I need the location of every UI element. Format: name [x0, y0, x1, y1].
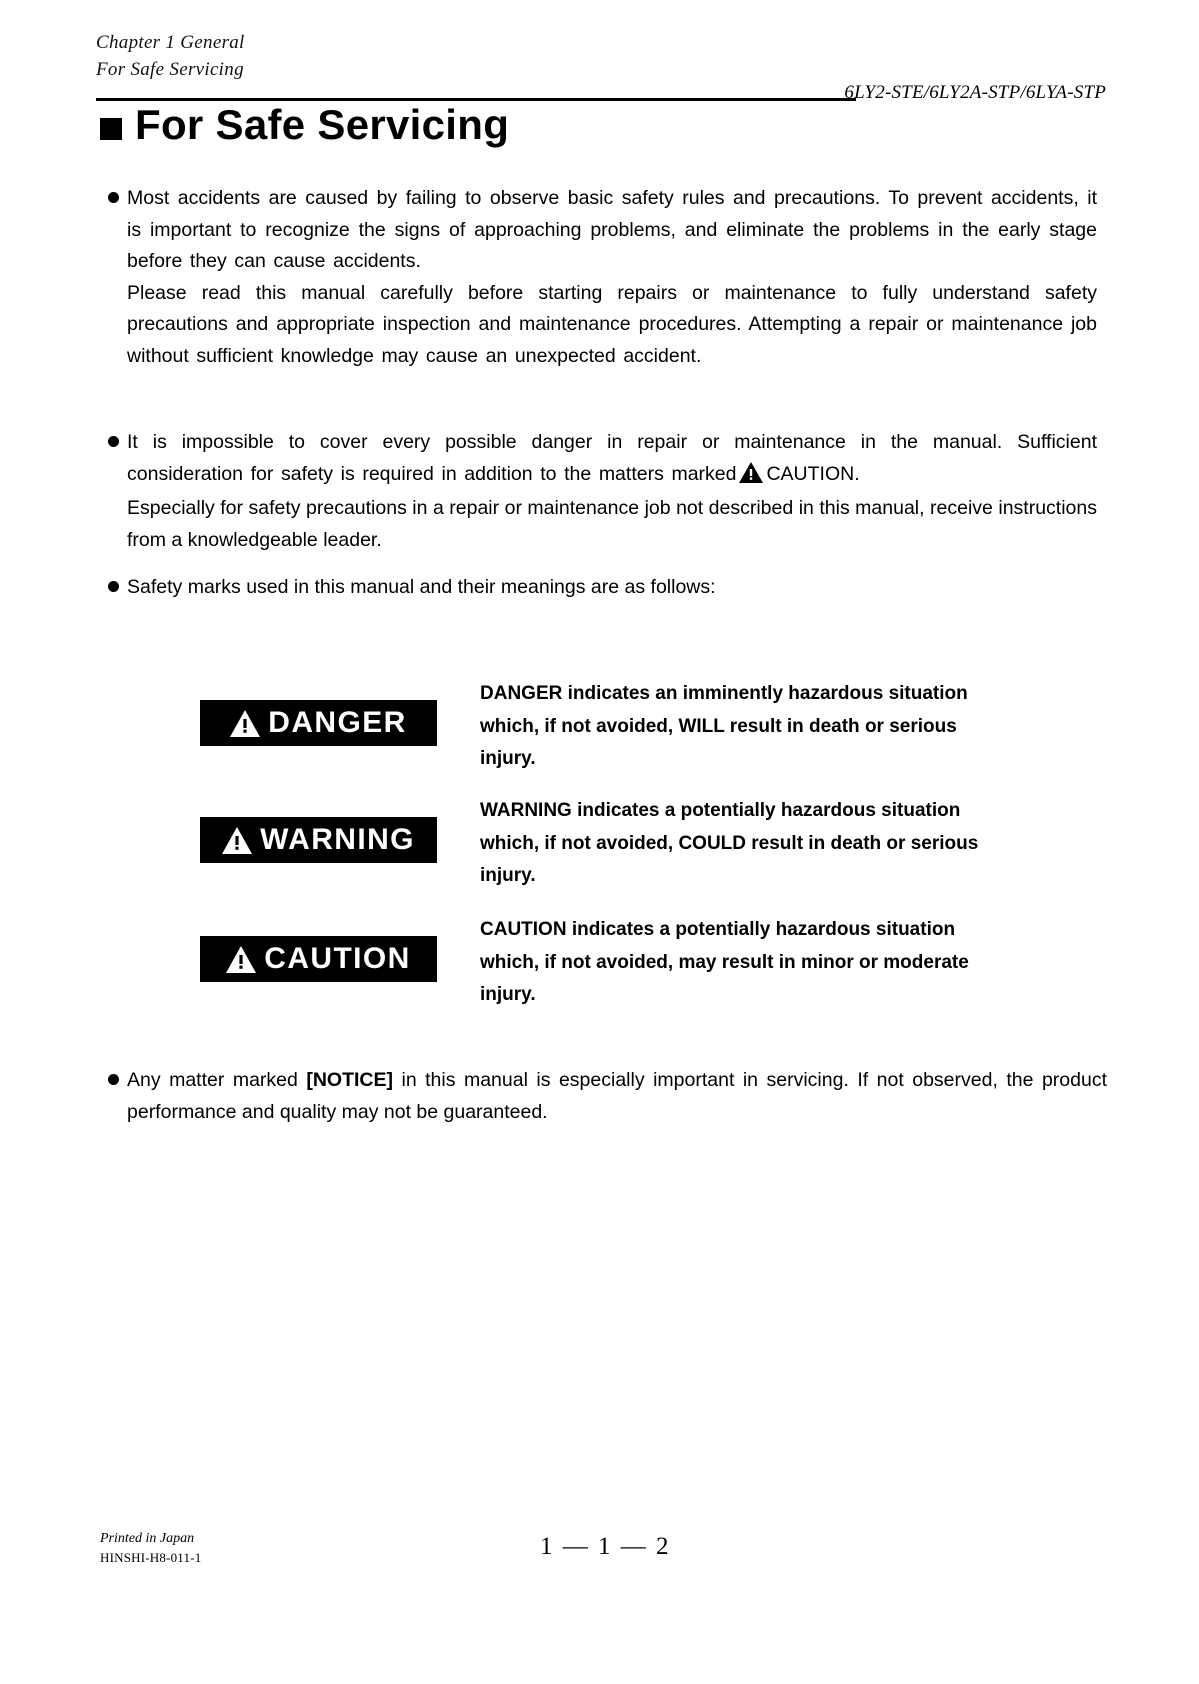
- paragraph-1b-text: Please read this manual carefully before starting repairs or maintenance to fully understand safety precautions and appropriate inspection and maintenance procedures. Attempting a repair or maintenance job without sufficient knowledge may cause an unexpected accident.: [127, 281, 1097, 367]
- footer-page-number: 1 — 1 — 2: [540, 1533, 671, 1560]
- caution-description: CAUTION indicates a potentially hazardous situation which, if not avoided, may result in minor or moderate injury.: [480, 919, 969, 1006]
- round-bullet-icon: [108, 192, 119, 203]
- round-bullet-icon: [108, 1074, 119, 1085]
- warning-triangle-icon: [222, 827, 252, 854]
- warning-label-text: WARNING: [260, 823, 415, 856]
- page-footer: [100, 1529, 1100, 1589]
- bullet-paragraph-3: [108, 572, 1098, 604]
- footer-printed-in: Printed in Japan: [100, 1531, 195, 1546]
- danger-label-badge: [200, 700, 437, 746]
- safety-mark-row-caution: [0, 914, 1199, 1035]
- footer-imprint: [100, 1529, 201, 1568]
- paragraph-1a-text: Most accidents are caused by failing to observe basic safety rules and precautions. To prevent accidents, it is important to recognize the signs of approaching problems, and eliminate the problems in the early stage before they can cause accidents.: [127, 187, 1097, 273]
- paragraph-4a-text: Any matter marked: [127, 1069, 298, 1091]
- safety-mark-row-warning: [0, 793, 1199, 914]
- caution-label-text: CAUTION: [264, 942, 411, 975]
- warning-triangle-icon: [739, 462, 763, 494]
- page-title: [100, 101, 510, 148]
- header-breadcrumb: [96, 30, 1106, 84]
- header-model-number: 6LY2-STE/6LY2A-STP/6LYA-STP: [844, 82, 1106, 103]
- warning-description: WARNING indicates a potentially hazardous situation which, if not avoided, COULD result in death or serious injury.: [480, 800, 979, 887]
- warning-triangle-icon: [226, 946, 256, 973]
- paragraph-4b-text: in this manual is especially important in servicing. If not observed, the product performance and quality may not be guaranteed.: [127, 1069, 1107, 1123]
- danger-label-text: DANGER: [268, 706, 407, 739]
- paragraph-2-caution-word: CAUTION.: [766, 462, 860, 485]
- warning-label-badge: [200, 817, 437, 863]
- header-chapter: Chapter 1 General: [96, 32, 245, 53]
- footer-doc-code: HINSHI-H8-011-1: [100, 1550, 202, 1566]
- bullet-paragraph-2-body: [127, 427, 1097, 556]
- bullet-paragraph-1: [108, 183, 1098, 372]
- page-header: [96, 30, 1106, 103]
- notice-keyword: [NOTICE]: [306, 1069, 393, 1091]
- bullet-paragraph-1-body: [127, 183, 1097, 372]
- header-section: For Safe Servicing: [96, 58, 244, 80]
- caution-label-badge: [200, 936, 437, 982]
- bullet-paragraph-4: [108, 1065, 1108, 1128]
- paragraph-2b-text: Especially for safety precautions in a repair or maintenance job not described in this manual, receive instructions from a knowledgeable leader.: [127, 497, 1097, 551]
- safety-mark-row-danger: [0, 672, 1199, 793]
- square-bullet-icon: [100, 118, 122, 140]
- warning-triangle-icon: [230, 710, 260, 737]
- danger-description: DANGER indicates an imminently hazardous situation which, if not avoided, WILL result in death or serious injury.: [480, 683, 968, 770]
- paragraph-2a-text: It is impossible to cover every possible danger in repair or maintenance in the manual. Sufficient consideration for safety is required in addition to the matters marked: [127, 431, 1097, 485]
- page-title-text: For Safe Servicing: [135, 101, 510, 148]
- round-bullet-icon: [108, 581, 119, 592]
- paragraph-3-text: Safety marks used in this manual and their meanings are as follows:: [127, 576, 716, 598]
- bullet-paragraph-2: [108, 427, 1098, 556]
- safety-marks-table: [0, 672, 1199, 1035]
- bullet-paragraph-4-body: [127, 1065, 1107, 1128]
- round-bullet-icon: [108, 436, 119, 447]
